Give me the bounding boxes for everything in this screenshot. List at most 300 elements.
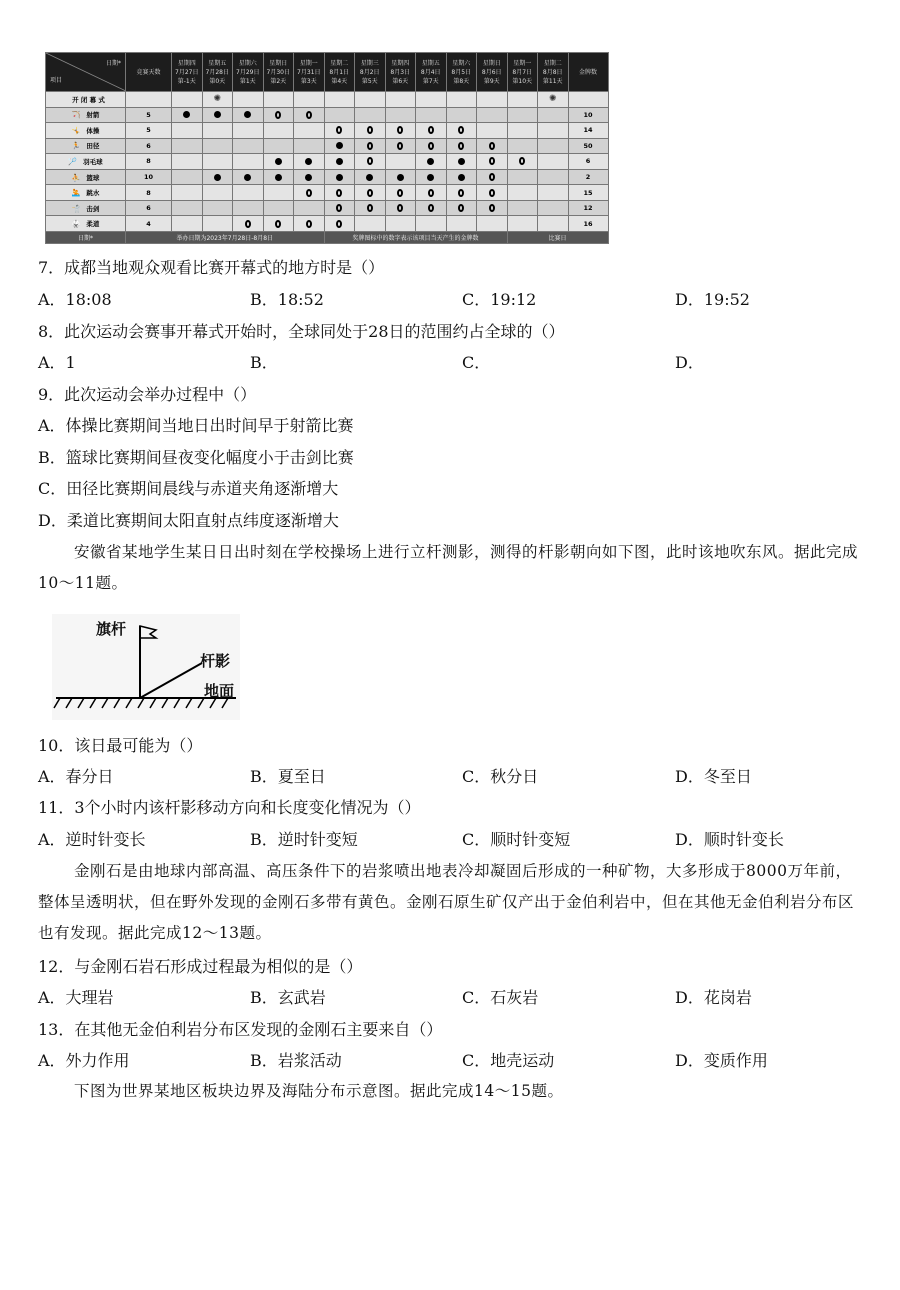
question-8-option-d[interactable]: D． [675, 353, 704, 372]
schedule-cell [233, 154, 264, 170]
question-7-option-c[interactable]: C．19:12 [462, 290, 537, 309]
question-9-option-a[interactable]: A．体操比赛期间当地日出时间早于射箭比赛 [38, 416, 354, 435]
schedule-cell [507, 169, 538, 185]
schedule-cell [294, 123, 325, 139]
schedule-cell [263, 138, 294, 154]
question-13-option-b[interactable]: B．岩浆活动 [250, 1051, 342, 1070]
day-header-week: 星期日 [269, 59, 288, 67]
schedule-cell [538, 92, 569, 108]
schedule-cell [385, 138, 416, 154]
question-10-option-c[interactable]: C．秋分日 [462, 767, 539, 786]
schedule-cell [355, 107, 386, 123]
schedule-cell [172, 107, 203, 123]
schedule-cell [416, 154, 447, 170]
schedule-cell [294, 185, 325, 201]
schedule-cell [446, 138, 477, 154]
question-11-stem: 11．3个小时内该杆影移动方向和长度变化情况为（） [38, 798, 421, 817]
schedule-cell [477, 185, 508, 201]
day-header-day: 第-1天 [177, 77, 196, 85]
day-header-8 [416, 53, 447, 92]
schedule-cell [294, 107, 325, 123]
schedule-cell [294, 154, 325, 170]
schedule-cell [324, 154, 355, 170]
day-header-day: 第10天 [512, 77, 533, 85]
schedule-cell [202, 200, 233, 216]
question-12-option-c[interactable]: C．石灰岩 [462, 988, 539, 1007]
medal-icon [336, 126, 342, 134]
event-name-cell [46, 154, 126, 170]
match-day-dot-icon [458, 158, 465, 165]
event-day-count: 8 [126, 154, 172, 170]
schedule-cell [324, 123, 355, 139]
event-gold-medal-count: 50 [568, 138, 608, 154]
schedule-cell [416, 107, 447, 123]
schedule-header-row [46, 53, 609, 92]
medal-icon [367, 126, 373, 134]
schedule-cell [294, 92, 325, 108]
competition-schedule-table [45, 52, 608, 244]
event-day-count: 6 [126, 200, 172, 216]
schedule-cell [294, 200, 325, 216]
schedule-cell [416, 92, 447, 108]
medal-icon [336, 204, 342, 212]
question-9-stem: 9．此次运动会举办过程中（） [38, 385, 257, 404]
schedule-cell [385, 154, 416, 170]
event-icon: 🤽 [71, 189, 81, 198]
question-10-stem: 10．该日最可能为（） [38, 736, 203, 755]
schedule-cell [202, 216, 233, 232]
schedule-cell [202, 123, 233, 139]
flag-icon [140, 626, 156, 638]
match-day-dot-icon [427, 174, 434, 181]
day-header-date: 8月5日 [451, 68, 472, 76]
day-header-week: 星期一 [513, 59, 532, 67]
day-header-10 [477, 53, 508, 92]
question-10-option-d[interactable]: D．冬至日 [675, 767, 752, 786]
medal-icon [245, 220, 251, 228]
question-8-option-c[interactable]: C． [462, 353, 491, 372]
schedule-cell [477, 138, 508, 154]
day-header-date: 8月2日 [359, 68, 380, 76]
firework-icon: ✺ [213, 94, 222, 105]
schedule-cell [355, 169, 386, 185]
day-header-2 [233, 53, 264, 92]
day-header-date: 8月6日 [481, 68, 502, 76]
day-header-date: 7月29日 [236, 68, 260, 76]
question-11-option-a[interactable]: A．逆时针变长 [38, 830, 146, 849]
schedule-cell [324, 107, 355, 123]
schedule-cell [172, 92, 203, 108]
schedule-row [46, 154, 609, 170]
schedule-cell [202, 154, 233, 170]
event-name: 田径 [86, 142, 100, 151]
day-header-day: 第4天 [331, 77, 348, 85]
question-13-option-d[interactable]: D．变质作用 [675, 1051, 768, 1070]
event-gold-medal-count: 6 [568, 154, 608, 170]
day-header-day: 第3天 [300, 77, 317, 85]
day-header-12 [538, 53, 569, 92]
schedule-cell [416, 216, 447, 232]
schedule-cell [233, 216, 264, 232]
schedule-cell [385, 92, 416, 108]
question-7-option-a[interactable]: A．18:08 [38, 290, 112, 309]
question-8-stem: 8．此次运动会赛事开幕式开始时，全球同处于28日的范围约占全球的（） [38, 322, 565, 341]
schedule-cell [477, 154, 508, 170]
schedule-cell [446, 200, 477, 216]
day-header-week: 星期五 [208, 59, 227, 67]
schedule-cell [416, 123, 447, 139]
question-7-option-d[interactable]: D．19:52 [675, 290, 750, 309]
schedule-cell [446, 185, 477, 201]
schedule-cell [446, 169, 477, 185]
schedule-footer-row [46, 232, 609, 244]
event-day-count: 8 [126, 185, 172, 201]
schedule-cell [355, 138, 386, 154]
schedule-cell [172, 138, 203, 154]
passage-12-13: 金刚石是由地球内部高温、高压条件下的岩浆喷出地表冷却凝固后形成的一种矿物，大多形成于8000万年前，整体呈透明状，但在野外发现的金刚石多带有黄色。金刚石原生矿仅产出于金伯利岩中，但在其他无金伯利岩分布区也有发现。据此完成12～13题。 [38, 862, 855, 942]
question-11-option-b[interactable]: B．逆时针变短 [250, 830, 358, 849]
event-icon: 🤺 [71, 204, 81, 213]
schedule-cell [416, 185, 447, 201]
day-header-day: 第1天 [239, 77, 256, 85]
question-13-option-c[interactable]: C．地壳运动 [462, 1051, 555, 1070]
schedule-row [46, 107, 609, 123]
question-12-option-a[interactable]: A．大理岩 [38, 988, 114, 1007]
medal-icon [428, 126, 434, 134]
match-day-dot-icon [397, 174, 404, 181]
schedule-row [46, 92, 609, 108]
day-header-day: 第8天 [453, 77, 470, 85]
flagpole-label: 旗杆 [96, 620, 127, 638]
schedule-cell [172, 185, 203, 201]
medal-icon [397, 142, 403, 150]
question-10-option-b[interactable]: B．夏至日 [250, 767, 326, 786]
medal-icon [458, 189, 464, 197]
schedule-cell [385, 169, 416, 185]
schedule-cell [477, 216, 508, 232]
day-header-date: 7月31日 [297, 68, 321, 76]
schedule-cell [446, 216, 477, 232]
match-day-dot-icon [336, 142, 343, 149]
schedule-cell [324, 200, 355, 216]
event-name: 击剑 [86, 204, 100, 213]
question-9-option-b[interactable]: B．篮球比赛期间昼夜变化幅度小于击剑比赛 [38, 448, 354, 467]
schedule-cell [385, 200, 416, 216]
day-header-5 [324, 53, 355, 92]
question-9-option-c[interactable]: C．田径比赛期间晨线与赤道夹角逐渐增大 [38, 479, 339, 498]
day-header-date: 7月30日 [266, 68, 290, 76]
schedule-cell [172, 123, 203, 139]
firework-icon: ✺ [548, 94, 557, 105]
schedule-cell [538, 169, 569, 185]
schedule-cell [202, 92, 233, 108]
schedule-cell [477, 107, 508, 123]
medal-icon [306, 111, 312, 119]
schedule-cell [202, 107, 233, 123]
schedule-cell [294, 169, 325, 185]
footer-medal-note: 奖牌图标中的数字表示该项目当天产生的金牌数 [324, 232, 507, 244]
event-gold-medal-count: 2 [568, 169, 608, 185]
schedule-cell [263, 92, 294, 108]
schedule-cell [538, 123, 569, 139]
schedule-cell [355, 123, 386, 139]
schedule-cell [233, 169, 264, 185]
question-12-stem: 12．与金刚石岩石形成过程最为相似的是（） [38, 957, 363, 976]
day-header-week: 星期三 [360, 59, 379, 67]
day-header-week: 星期一 [299, 59, 318, 67]
schedule-cell [477, 200, 508, 216]
schedule-cell [477, 92, 508, 108]
day-header-day: 第0天 [209, 77, 226, 85]
schedule-cell [233, 200, 264, 216]
schedule-cell [233, 92, 264, 108]
medal-icon [367, 189, 373, 197]
schedule-cell [172, 169, 203, 185]
schedule-cell [263, 123, 294, 139]
schedule-cell [233, 185, 264, 201]
match-day-dot-icon [458, 174, 465, 181]
medal-icon [367, 157, 373, 165]
medal-icon [306, 189, 312, 197]
medal-icon [458, 126, 464, 134]
schedule-cell [172, 216, 203, 232]
question-8-option-b[interactable]: B． [250, 353, 278, 372]
medal-icon [336, 220, 342, 228]
schedule-cell [507, 216, 538, 232]
day-header-week: 星期四 [177, 59, 196, 67]
schedule-row [46, 169, 609, 185]
event-day-count: 6 [126, 138, 172, 154]
schedule-cell [538, 138, 569, 154]
match-day-dot-icon [366, 174, 373, 181]
schedule-cell [202, 169, 233, 185]
medal-icon [275, 111, 281, 119]
event-icon: 🏃 [71, 142, 81, 151]
match-day-dot-icon [275, 158, 282, 165]
day-header-week: 星期六 [238, 59, 257, 67]
day-header-date: 8月4日 [420, 68, 441, 76]
schedule-cell [538, 216, 569, 232]
day-header-1 [202, 53, 233, 92]
question-9-option-d[interactable]: D．柔道比赛期间太阳直射点纬度逐渐增大 [38, 511, 339, 530]
schedule-cell [172, 154, 203, 170]
schedule-cell [446, 154, 477, 170]
event-gold-medal-count: 14 [568, 123, 608, 139]
match-day-dot-icon [214, 174, 221, 181]
medal-icon [336, 189, 342, 197]
question-11-option-c[interactable]: C．顺时针变短 [462, 830, 571, 849]
schedule-cell [263, 154, 294, 170]
medal-icon [397, 204, 403, 212]
schedule-row [46, 123, 609, 139]
day-header-day: 第2天 [270, 77, 287, 85]
question-13-option-a[interactable]: A．外力作用 [38, 1051, 130, 1070]
event-icon: 🤸 [71, 126, 81, 135]
event-gold-medal-count: 12 [568, 200, 608, 216]
question-10-option-a[interactable]: A．春分日 [38, 767, 114, 786]
medal-icon [489, 157, 495, 165]
event-day-count: 10 [126, 169, 172, 185]
header-total-days: 竞赛天数 [126, 53, 172, 92]
event-icon: ⛹ [71, 173, 81, 182]
match-day-dot-icon [336, 158, 343, 165]
schedule-cell [507, 123, 538, 139]
day-header-date: 7月28日 [205, 68, 229, 76]
day-header-date: 8月8日 [542, 68, 563, 76]
question-7-option-b[interactable]: B．18:52 [250, 290, 324, 309]
day-header-day: 第6天 [392, 77, 409, 85]
match-day-dot-icon [183, 111, 190, 118]
schedule-cell [263, 169, 294, 185]
day-header-4 [294, 53, 325, 92]
day-header-week: 星期六 [452, 59, 471, 67]
day-header-date: 7月27日 [175, 68, 199, 76]
question-12-option-d[interactable]: D．花岗岩 [675, 988, 752, 1007]
medal-icon [306, 220, 312, 228]
event-name-cell [46, 200, 126, 216]
corner-cell [46, 53, 126, 92]
schedule-cell [233, 107, 264, 123]
medal-icon [397, 189, 403, 197]
schedule-cell [507, 92, 538, 108]
match-day-dot-icon [427, 158, 434, 165]
medal-icon [397, 126, 403, 134]
schedule-cell [477, 169, 508, 185]
day-header-11 [507, 53, 538, 92]
schedule-cell [538, 200, 569, 216]
event-name: 羽毛球 [83, 157, 103, 166]
corner-bottom-label: 项目 [50, 77, 63, 84]
medal-icon [367, 142, 373, 150]
day-header-6 [355, 53, 386, 92]
schedule-cell [538, 185, 569, 201]
schedule-cell [263, 107, 294, 123]
event-name: 体操 [86, 126, 100, 135]
footer-label: 日期* [46, 232, 126, 244]
schedule-cell [507, 107, 538, 123]
event-day-count: 4 [126, 216, 172, 232]
medal-icon [489, 142, 495, 150]
question-8-option-a[interactable]: A．1 [38, 353, 76, 372]
schedule-cell [385, 107, 416, 123]
event-name: 柔道 [86, 220, 100, 229]
schedule-cell [172, 200, 203, 216]
match-day-dot-icon [244, 174, 251, 181]
schedule-cell [416, 200, 447, 216]
event-gold-medal-count: 10 [568, 107, 608, 123]
medal-icon [275, 220, 281, 228]
medal-icon [428, 142, 434, 150]
schedule-cell [355, 200, 386, 216]
event-icon: 🏹 [71, 111, 81, 120]
medal-icon [367, 204, 373, 212]
schedule-cell [507, 154, 538, 170]
flagpole-shadow-figure [52, 614, 240, 720]
medal-icon [458, 204, 464, 212]
question-13-stem: 13．在其他无金伯利岩分布区发现的金刚石主要来自（） [38, 1020, 443, 1039]
schedule-cell [355, 185, 386, 201]
medal-icon [519, 157, 525, 165]
event-gold-medal-count [568, 92, 608, 108]
event-name: 开 闭 幕 式 [72, 95, 105, 104]
schedule-cell [324, 138, 355, 154]
event-day-count [126, 92, 172, 108]
question-12-option-b[interactable]: B．玄武岩 [250, 988, 326, 1007]
schedule-cell [263, 200, 294, 216]
day-header-week: 星期五 [421, 59, 440, 67]
schedule-row [46, 185, 609, 201]
event-name-cell [46, 123, 126, 139]
passage-10-11: 安徽省某地学生某日日出时刻在学校操场上进行立杆测影，测得的杆影朝向如下图，此时该地吹东风。据此完成10～11题。 [38, 543, 859, 592]
schedule-cell [385, 123, 416, 139]
medal-icon [489, 189, 495, 197]
schedule-cell [477, 123, 508, 139]
medal-icon [489, 204, 495, 212]
event-icon: 🥋 [71, 220, 81, 229]
schedule-cell [294, 216, 325, 232]
question-11-option-d[interactable]: D．顺时针变长 [675, 830, 784, 849]
schedule-row [46, 216, 609, 232]
match-day-dot-icon [305, 158, 312, 165]
day-header-3 [263, 53, 294, 92]
event-gold-medal-count: 15 [568, 185, 608, 201]
day-header-9 [446, 53, 477, 92]
match-day-dot-icon [214, 111, 221, 118]
schedule-cell [355, 92, 386, 108]
medal-icon [458, 142, 464, 150]
event-name: 篮球 [86, 173, 100, 182]
medal-icon [428, 189, 434, 197]
schedule-cell [324, 216, 355, 232]
day-header-day: 第5天 [361, 77, 378, 85]
schedule-cell [202, 185, 233, 201]
ground-hatching [54, 698, 228, 708]
schedule-cell [446, 107, 477, 123]
schedule-cell [263, 216, 294, 232]
header-medal-count: 金牌数 [568, 53, 608, 92]
shadow-line [140, 663, 202, 698]
medal-icon [428, 204, 434, 212]
day-header-week: 星期日 [482, 59, 501, 67]
schedule-cell [324, 169, 355, 185]
day-header-day: 第7天 [422, 77, 439, 85]
day-header-day: 第11天 [542, 77, 563, 85]
event-name-cell [46, 169, 126, 185]
match-day-dot-icon [244, 111, 251, 118]
day-header-week: 星期二 [330, 59, 349, 67]
day-header-day: 第9天 [483, 77, 500, 85]
event-icon: 🏸 [68, 157, 78, 166]
day-header-7 [385, 53, 416, 92]
event-name-cell [46, 185, 126, 201]
question-7-stem: 7．成都当地观众观看比赛开幕式的地方时是（） [38, 258, 385, 277]
passage-14-15: 下图为世界某地区板块边界及海陆分布示意图。据此完成14～15题。 [74, 1082, 564, 1100]
schedule-cell [202, 138, 233, 154]
schedule-cell [324, 92, 355, 108]
day-header-week: 星期四 [391, 59, 410, 67]
schedule-cell [233, 138, 264, 154]
day-header-0 [172, 53, 203, 92]
schedule-cell [355, 216, 386, 232]
schedule-cell [233, 123, 264, 139]
match-day-dot-icon [275, 174, 282, 181]
schedule-cell [507, 200, 538, 216]
schedule-cell [416, 169, 447, 185]
match-day-dot-icon [305, 174, 312, 181]
schedule-cell [446, 92, 477, 108]
shadow-label: 杆影 [200, 652, 231, 670]
schedule-cell [355, 154, 386, 170]
